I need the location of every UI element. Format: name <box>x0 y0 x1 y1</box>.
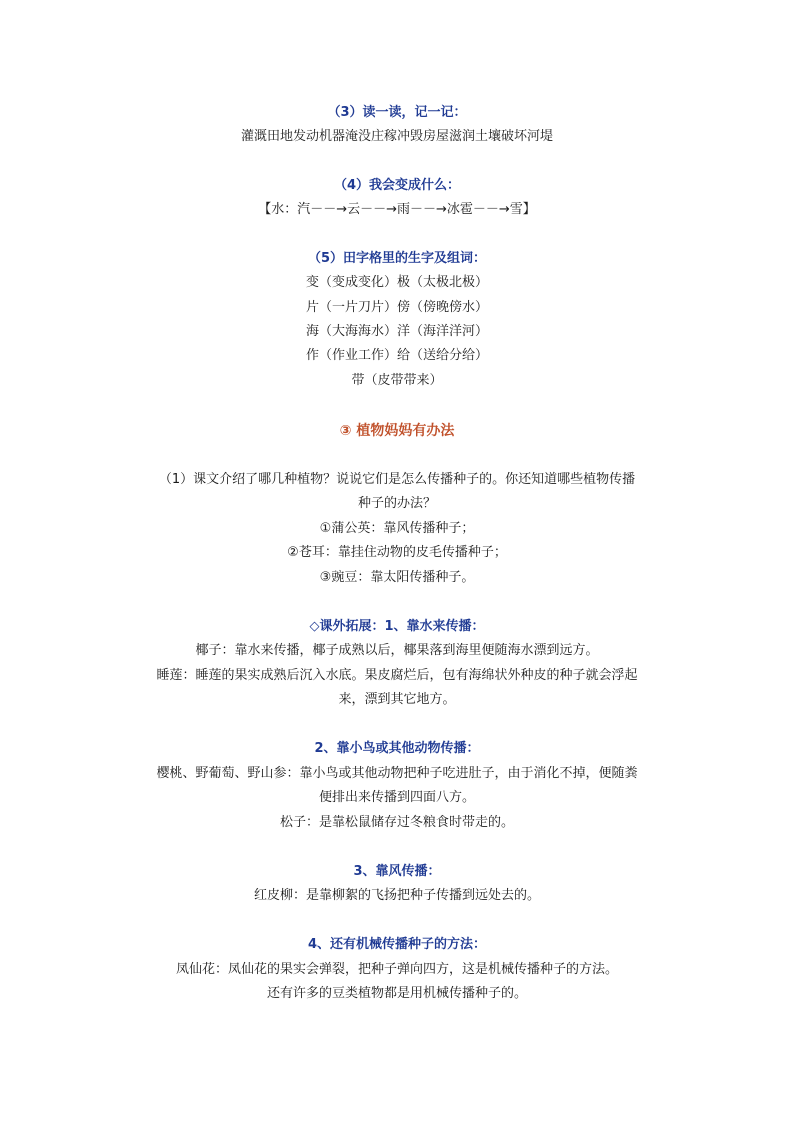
extension-3-a: 红皮柳：是靠柳絮的飞扬把种子传播到远处去的。 <box>253 888 540 903</box>
section-4-title: （4）我会变成什么： <box>333 178 461 193</box>
question-1-line-2: 种子的办法？ <box>357 496 436 511</box>
section-5-line: 变（变成变化）极（太极北极） <box>305 275 488 290</box>
extension-water-1: 椰子：靠水来传播，椰子成熟以后，椰果落到海里便随海水漂到远方。 <box>195 643 599 658</box>
lesson-title: ③ 植物妈妈有办法 <box>339 423 455 439</box>
extension-2-c: 松子：是靠松鼠储存过冬粮食时带走的。 <box>279 815 514 830</box>
extension-2-title: 2、靠小鸟或其他动物传播： <box>314 741 480 756</box>
extension-3-title: 3、靠风传播： <box>353 864 441 879</box>
answer-item: ②苍耳：靠挂住动物的皮毛传播种子； <box>287 545 507 560</box>
extension-4-a: 凤仙花：凤仙花的果实会弹裂，把种子弹向四方，这是机械传播种子的方法。 <box>175 962 618 977</box>
extension-water-2b: 来，漂到其它地方。 <box>338 692 456 707</box>
section-3-title: （3）读一读，记一记： <box>327 105 467 120</box>
extension-2-a: 樱桃、野葡萄、野山参：靠小鸟或其他动物把种子吃进肚子，由于消化不掉，便随粪 <box>156 766 638 781</box>
section-5-line: 带（皮带带来） <box>351 373 443 388</box>
section-5-line: 片（一片刀片）傍（傍晚傍水） <box>305 300 488 315</box>
extension-2-b: 便排出来传播到四面八方。 <box>318 790 475 805</box>
extension-water-2a: 睡莲：睡莲的果实成熟后沉入水底。果皮腐烂后，包有海绵状外种皮的种子就会浮起 <box>156 668 638 683</box>
extension-title: ◇课外拓展：1、靠水来传播： <box>309 619 485 634</box>
extension-4-b: 还有许多的豆类植物都是用机械传播种子的。 <box>266 986 527 1001</box>
section-5-line: 海（大海海水）洋（海洋洋河） <box>305 324 488 339</box>
answer-item: ③豌豆：靠太阳传播种子。 <box>319 570 475 585</box>
section-4-chain: 【水：汽－－→云－－→雨－－→冰雹－－→雪】 <box>258 202 536 217</box>
extension-4-title: 4、还有机械传播种子的方法： <box>307 937 487 952</box>
section-5-title: （5）田字格里的生字及组词： <box>307 251 487 266</box>
answer-item: ①蒲公英：靠风传播种子； <box>319 521 475 536</box>
question-1-line-1: （1）课文介绍了哪几种植物？说说它们是怎么传播种子的。你还知道哪些植物传播 <box>158 472 636 487</box>
section-5-line: 作（作业工作）给（送给分给） <box>305 348 488 363</box>
section-3-words: 灌溉田地发动机器淹没庄稼冲毁房屋滋润土壤破坏河堤 <box>240 129 553 144</box>
